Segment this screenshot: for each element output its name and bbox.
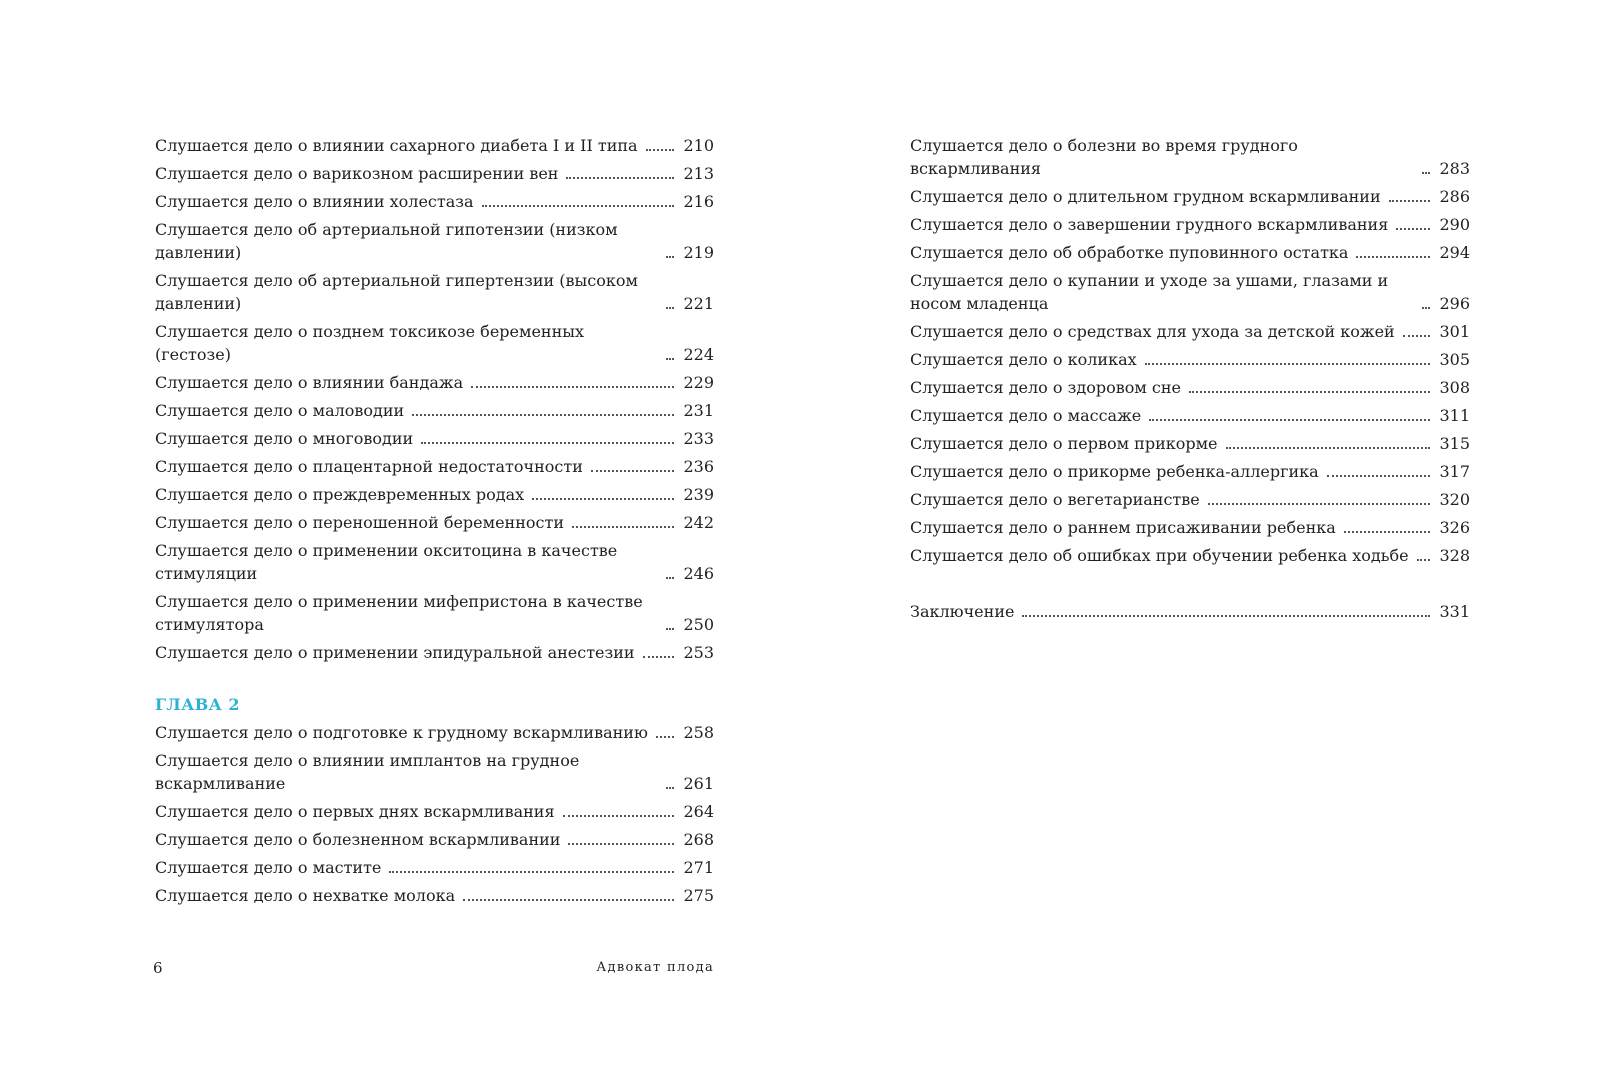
toc-entries-after-chapter [155, 721, 714, 907]
toc-entry [910, 269, 1470, 315]
dot-leader [1327, 475, 1430, 477]
dot-leader [532, 498, 674, 500]
dot-leader [563, 815, 674, 817]
toc-entry-page: 264 [683, 802, 714, 821]
dot-leader [591, 470, 674, 472]
toc-entry-page: 258 [683, 723, 714, 742]
toc-entry-title: Слушается дело о влиянии холестаза [155, 192, 474, 211]
spacer [155, 669, 714, 693]
toc-entry-conclusion [910, 600, 1470, 623]
toc-entry-page: 331 [1439, 602, 1470, 621]
toc-entry [155, 269, 714, 315]
toc-entry-page: 271 [683, 858, 714, 877]
dot-leader [1145, 363, 1430, 365]
toc-entry-page: 261 [683, 774, 714, 793]
toc-entry [910, 185, 1470, 208]
toc-entry-title: Слушается дело о коликах [910, 350, 1137, 369]
toc-entry-title: Слушается дело о переношенной беременности [155, 513, 564, 532]
dot-leader [1189, 391, 1430, 393]
toc-entry-page: 311 [1439, 406, 1470, 425]
toc-entry-page: 210 [683, 136, 714, 155]
toc-entry-page: 296 [1439, 294, 1470, 313]
toc-entry [910, 544, 1470, 567]
dot-leader [471, 386, 674, 388]
toc-entry-page: 229 [683, 373, 714, 392]
toc-entry-title: Слушается дело о прикорме ребенка-аллергика [910, 462, 1319, 481]
toc-entry-title: Слушается дело о раннем присаживании ребенка [910, 518, 1336, 537]
toc-entry-page: 224 [683, 345, 714, 364]
toc-entry-title: Слушается дело о нехватке молока [155, 886, 456, 905]
toc-entry-title: Слушается дело о подготовке к грудному вскармливанию [155, 723, 648, 742]
toc-entry-title: Слушается дело о влиянии сахарного диабета I и II типа [155, 136, 638, 155]
dot-leader [1422, 307, 1430, 309]
toc-entry [155, 590, 714, 636]
toc-entry [910, 432, 1470, 455]
dot-leader [482, 205, 674, 207]
toc-entry-title: Слушается дело об артериальной гипотензии (низком давлении) [155, 220, 618, 262]
toc-right-column [910, 134, 1470, 628]
dot-leader [389, 871, 674, 873]
toc-entry-page: 315 [1439, 434, 1470, 453]
dot-leader [1389, 200, 1430, 202]
toc-entry-title: Слушается дело о первых днях вскармливания [155, 802, 555, 821]
toc-entry-page: 233 [683, 429, 714, 448]
toc-entry-page: 294 [1439, 243, 1470, 262]
dot-leader [1022, 615, 1430, 617]
toc-entry [910, 516, 1470, 539]
toc-entry [155, 427, 714, 450]
footer-page-number: 6 [153, 959, 163, 977]
toc-left-column [155, 134, 714, 912]
dot-leader [421, 442, 674, 444]
toc-entry-title: Слушается дело об обработке пуповинного остатка [910, 243, 1349, 262]
dot-leader [666, 628, 674, 630]
toc-entry [155, 218, 714, 264]
dot-leader [566, 177, 674, 179]
toc-entry-title: Слушается дело о маловодии [155, 401, 405, 420]
toc-entry [155, 162, 714, 185]
toc-entry-page: 216 [683, 192, 714, 211]
dot-leader [666, 358, 674, 360]
toc-entry-page: 275 [683, 886, 714, 905]
toc-entry-page: 231 [683, 401, 714, 420]
toc-entry [155, 190, 714, 213]
toc-entry [155, 511, 714, 534]
toc-entry-title: Слушается дело о завершении грудного вскармливания [910, 215, 1389, 234]
dot-leader [568, 843, 674, 845]
toc-entry [155, 721, 714, 744]
toc-entry-page: 290 [1439, 215, 1470, 234]
toc-entry [910, 488, 1470, 511]
dot-leader [666, 787, 674, 789]
toc-entry-title: Слушается дело о влиянии бандажа [155, 373, 464, 392]
toc-entry-title: Слушается дело об артериальной гипертензии (высоком давлении) [155, 271, 638, 313]
toc-entry-title: Слушается дело о многоводии [155, 429, 414, 448]
dot-leader [666, 577, 674, 579]
spacer [910, 572, 1470, 600]
dot-leader [412, 414, 674, 416]
toc-entry-page: 328 [1439, 546, 1470, 565]
toc-entry-page: 301 [1439, 322, 1470, 341]
toc-entry [910, 376, 1470, 399]
toc-entry-page: 236 [683, 457, 714, 476]
dot-leader [1422, 172, 1430, 174]
toc-entry-title: Заключение [910, 602, 1015, 621]
dot-leader [1403, 335, 1430, 337]
toc-entry-title: Слушается дело о массаже [910, 406, 1142, 425]
toc-entry-page: 326 [1439, 518, 1470, 537]
toc-entry [155, 483, 714, 506]
toc-entry-page: 253 [683, 643, 714, 662]
toc-entry-title: Слушается дело о позднем токсикозе беременных (гестозе) [155, 322, 584, 364]
toc-entry-title: Слушается дело о первом прикорме [910, 434, 1218, 453]
footer-book-title: Адвокат плода [596, 960, 714, 975]
dot-leader [666, 307, 674, 309]
toc-entry [910, 213, 1470, 236]
toc-entry-title: Слушается дело о варикозном расширении вен [155, 164, 559, 183]
toc-entry-title: Слушается дело о применении окситоцина в качестве стимуляции [155, 541, 618, 583]
toc-entry [910, 404, 1470, 427]
toc-entry-title: Слушается дело о вегетарианстве [910, 490, 1200, 509]
dot-leader [463, 899, 674, 901]
toc-entry [155, 320, 714, 366]
toc-entry-title: Слушается дело о болезни во время грудного вскармливания [910, 136, 1298, 178]
toc-entry-title: Слушается дело о плацентарной недостаточности [155, 457, 583, 476]
dot-leader [1208, 503, 1430, 505]
dot-leader [1396, 228, 1430, 230]
dot-leader [1417, 559, 1430, 561]
toc-entry-title: Слушается дело о применении эпидуральной анестезии [155, 643, 635, 662]
toc-entry-page: 283 [1439, 159, 1470, 178]
toc-entry-page: 286 [1439, 187, 1470, 206]
dot-leader [646, 149, 674, 151]
toc-entry-title: Слушается дело о болезненном вскармливании [155, 830, 561, 849]
toc-entry [155, 749, 714, 795]
toc-entry-title: Слушается дело о здоровом сне [910, 378, 1181, 397]
toc-entries-before-chapter [155, 134, 714, 664]
toc-entry-title: Слушается дело о применении мифепристона в качестве стимулятора [155, 592, 643, 634]
toc-entry [155, 828, 714, 851]
toc-entry-page: 320 [1439, 490, 1470, 509]
dot-leader [1226, 447, 1430, 449]
toc-entry-title: Слушается дело о влиянии имплантов на грудное вскармливание [155, 751, 580, 793]
toc-entries-right [910, 134, 1470, 567]
toc-entry-page: 221 [683, 294, 714, 313]
toc-entry-page: 308 [1439, 378, 1470, 397]
toc-entry-title: Слушается дело о преждевременных родах [155, 485, 525, 504]
toc-entry [155, 884, 714, 907]
dot-leader [1356, 256, 1430, 258]
toc-entry [910, 460, 1470, 483]
toc-entry-title: Слушается дело о мастите [155, 858, 382, 877]
toc-entry-page: 242 [683, 513, 714, 532]
toc-entry-page: 317 [1439, 462, 1470, 481]
toc-entry-page: 213 [683, 164, 714, 183]
toc-entry [155, 134, 714, 157]
dot-leader [1344, 531, 1430, 533]
toc-entry [910, 320, 1470, 343]
toc-entry-page: 219 [683, 243, 714, 262]
chapter-heading: ГЛАВА 2 [155, 695, 240, 714]
toc-entry-title: Слушается дело о средствах для ухода за детской кожей [910, 322, 1395, 341]
dot-leader [572, 526, 674, 528]
toc-entry [155, 641, 714, 664]
toc-entry-page: 246 [683, 564, 714, 583]
toc-entry [155, 455, 714, 478]
toc-entry [155, 800, 714, 823]
toc-entry [155, 371, 714, 394]
toc-entry [910, 134, 1470, 180]
dot-leader [643, 656, 674, 658]
toc-entry [910, 241, 1470, 264]
toc-entry [155, 856, 714, 879]
toc-entry-page: 268 [683, 830, 714, 849]
dot-leader [1149, 419, 1430, 421]
toc-entry [155, 399, 714, 422]
dot-leader [656, 736, 674, 738]
toc-entry [910, 348, 1470, 371]
toc-entry-page: 305 [1439, 350, 1470, 369]
toc-entry-page: 239 [683, 485, 714, 504]
toc-entry-title: Слушается дело о купании и уходе за ушами, глазами и носом младенца [910, 271, 1389, 313]
dot-leader [666, 256, 674, 258]
toc-entry-title: Слушается дело о длительном грудном вскармливании [910, 187, 1381, 206]
toc-entry [155, 539, 714, 585]
toc-entry-title: Слушается дело об ошибках при обучении ребенка ходьбе [910, 546, 1409, 565]
toc-entry-page: 250 [683, 615, 714, 634]
